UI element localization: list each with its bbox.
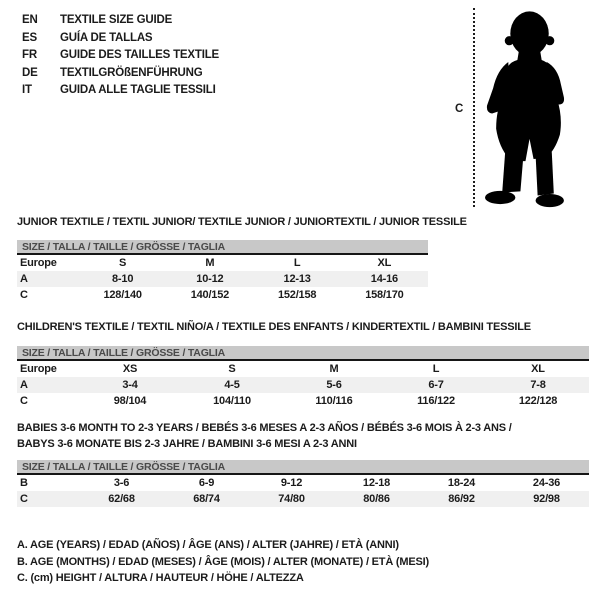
section-title-babies-line2: BABYS 3-6 MONATE BIS 2-3 JAHRE / BAMBINI 3-6 MESI A 2-3 ANNI (17, 437, 357, 450)
language-code: EN (22, 14, 38, 26)
size-value: S (119, 257, 127, 269)
section-title-junior: JUNIOR TEXTILE / TEXTIL JUNIOR/ TEXTILE JUNIOR / JUNIORTEXTIL / JUNIOR TESSILE (17, 216, 467, 228)
size-value: 158/170 (365, 289, 404, 301)
legend-age-months: B. AGE (MONTHS) / EDAD (MESES) / ÂGE (MOIS) / ALTER (MONATE) / ETÀ (MESI) (17, 555, 429, 568)
size-value: 68/74 (193, 493, 220, 505)
size-value: 14-16 (370, 273, 398, 285)
size-value: 9-12 (280, 477, 303, 489)
legend-height-cm: C. (cm) HEIGHT / ALTURA / HAUTEUR / HÖHE / ALTEZZA (17, 572, 304, 584)
guide-title: TEXTILGRÖßENFÜHRUNG (60, 66, 203, 79)
size-value: 6-7 (428, 379, 444, 391)
size-value: L (432, 363, 440, 375)
language-code: IT (22, 84, 32, 96)
size-value: 24-36 (532, 477, 561, 489)
size-value: 74/80 (278, 493, 305, 505)
baby-silhouette-figure (483, 9, 572, 210)
row-label: A (20, 379, 28, 391)
size-value: S (228, 363, 236, 375)
table-row (17, 271, 428, 287)
size-header-bar: SIZE / TALLA / TAILLE / GRÖSSE / TAGLIA (17, 346, 589, 361)
size-value: 140/152 (190, 289, 230, 301)
size-value: 98/104 (113, 395, 147, 407)
children-size-table (17, 346, 589, 409)
size-value: L (293, 257, 301, 269)
language-row-fr (22, 47, 219, 65)
size-value: 5-6 (326, 379, 342, 391)
table-row (17, 475, 589, 491)
size-value: 110/116 (315, 395, 353, 407)
babies-size-table (17, 460, 589, 507)
size-value: 122/128 (518, 395, 558, 407)
size-value: 62/68 (108, 493, 135, 505)
size-value: 128/140 (103, 289, 142, 301)
size-value: 12-13 (283, 273, 311, 285)
language-code: FR (22, 49, 37, 61)
size-value: XL (531, 363, 545, 375)
size-value: 10-12 (196, 273, 224, 285)
table-row (17, 287, 428, 303)
size-value: 92/98 (533, 493, 560, 505)
language-row-en (22, 12, 219, 30)
size-value: XL (377, 257, 392, 269)
table-row (17, 361, 589, 377)
section-title-babies (17, 421, 592, 452)
size-value: 116/122 (417, 395, 455, 407)
row-label: C (20, 289, 28, 301)
size-value: XS (122, 363, 138, 375)
size-value: 104/110 (213, 395, 251, 407)
legend-age-years: A. AGE (YEARS) / EDAD (AÑOS) / ÂGE (ANS) / ALTER (JAHRE) / ETÀ (ANNI) (17, 539, 399, 551)
size-header-bar: SIZE / TALLA / TAILLE / GRÖSSE / TAGLIA (17, 240, 428, 255)
measurement-legend (17, 537, 429, 587)
row-label: C (20, 493, 28, 505)
size-value: 18-24 (447, 477, 476, 489)
row-label: Europe (20, 363, 57, 375)
language-code: ES (22, 31, 37, 44)
height-marker-label: C (455, 103, 464, 115)
size-value: 80/86 (363, 493, 390, 505)
language-code: DE (22, 66, 38, 79)
size-value: 12-18 (362, 477, 391, 489)
size-value: M (329, 363, 339, 375)
size-value: 86/92 (448, 493, 475, 505)
size-value: 3-6 (113, 477, 130, 489)
size-value: 3-4 (122, 379, 138, 391)
guide-title: TEXTILE SIZE GUIDE (60, 14, 173, 26)
language-row-es (22, 30, 219, 48)
language-row-de (22, 65, 219, 83)
language-list (22, 12, 219, 100)
table-row (17, 491, 589, 507)
height-measure-dotted-line (473, 8, 475, 207)
language-row-it (22, 82, 219, 100)
size-value: 7-8 (530, 379, 546, 391)
row-label: C (20, 395, 28, 407)
size-value: 8-10 (112, 273, 134, 285)
section-title-babies-line1: BABIES 3-6 MONTH TO 2-3 YEARS / BEBÉS 3-6 MESES A 2-3 AÑOS / BÉBÉS 3-6 MOIS À 2-3 ANS / (17, 422, 512, 434)
guide-title: GUIDA ALLE TAGLIE TESSILI (60, 84, 216, 96)
row-label: B (20, 477, 28, 489)
guide-title: GUIDE DES TAILLES TEXTILE (60, 49, 219, 61)
row-label: Europe (20, 257, 57, 269)
size-value: 152/158 (277, 289, 317, 301)
junior-size-table (17, 240, 428, 303)
row-label: A (20, 273, 28, 285)
table-row (17, 255, 428, 271)
size-header-bar: SIZE / TALLA / TAILLE / GRÖSSE / TAGLIA (17, 460, 589, 475)
table-row (17, 393, 589, 409)
table-row (17, 377, 589, 393)
size-value: 6-9 (198, 477, 215, 489)
section-title-children: CHILDREN'S TEXTILE / TEXTIL NIÑO/A / TEXTILE DES ENFANTS / KINDERTEXTIL / BAMBINI TESSILE (17, 321, 531, 333)
size-value: M (205, 257, 215, 269)
size-value: 4-5 (224, 379, 240, 391)
guide-title: GUÍA DE TALLAS (60, 31, 153, 44)
